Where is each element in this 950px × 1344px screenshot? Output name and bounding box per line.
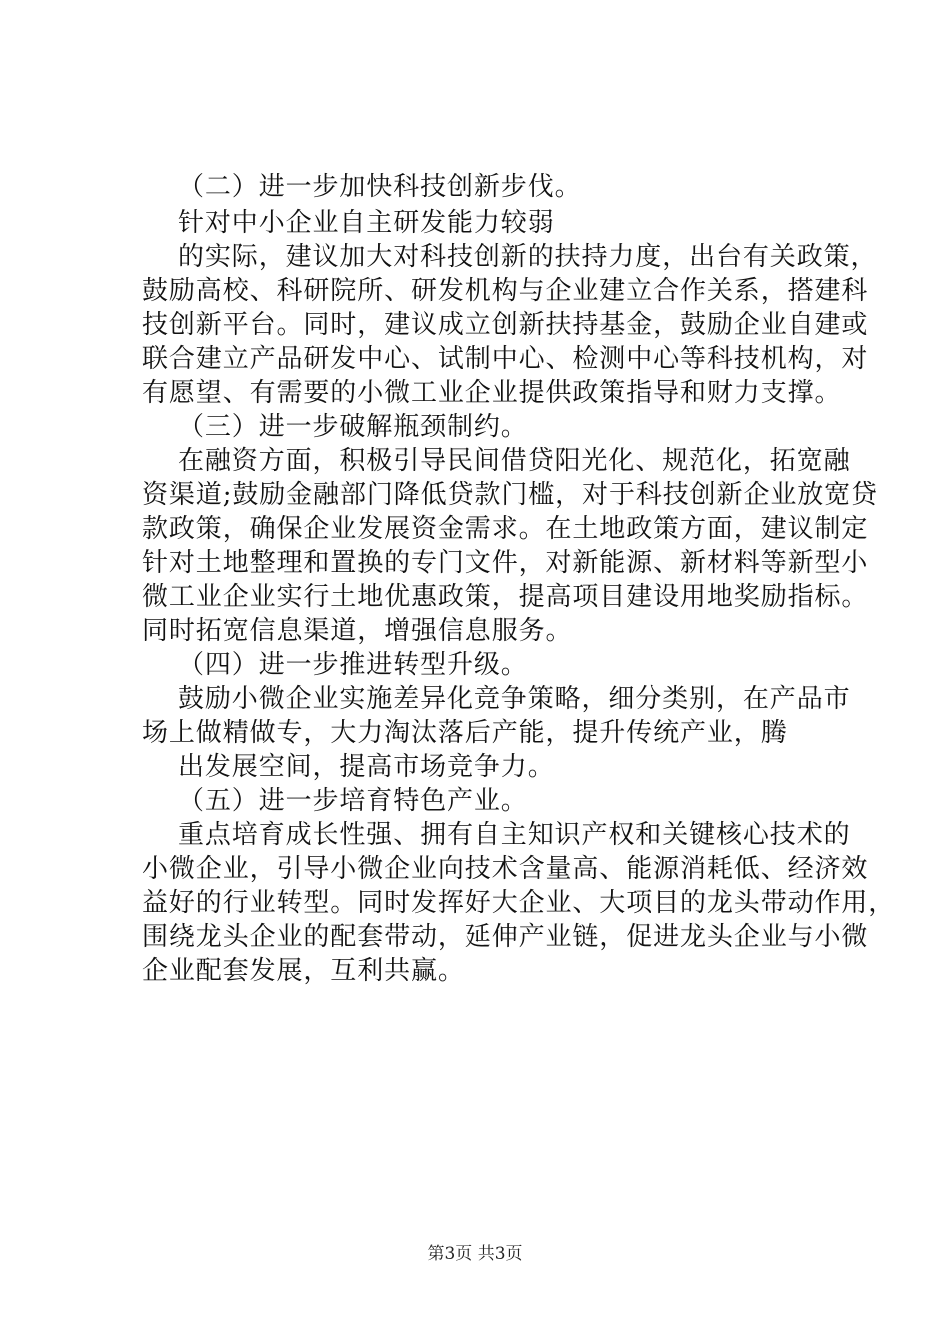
paragraph-line: 微工业企业实行土地优惠政策，提高项目建设用地奖励指标。	[142, 582, 869, 612]
section-heading-2: （二）进一步加快科技创新步伐。	[178, 172, 582, 202]
paragraph-line: 益好的行业转型。同时发挥好大企业、大项目的龙头带动作用，	[142, 888, 896, 918]
paragraph-line: 联合建立产品研发中心、试制中心、检测中心等科技机构，对	[142, 344, 869, 374]
paragraph-line: 的实际，建议加大对科技创新的扶持力度，出台有关政策，	[178, 242, 878, 272]
paragraph-line: 有愿望、有需要的小微工业企业提供政策指导和财力支撑。	[142, 378, 842, 408]
paragraph-line: 重点培育成长性强、拥有自主知识产权和关键核心技术的	[178, 820, 851, 850]
section-heading-4: （四）进一步推进转型升级。	[178, 650, 528, 680]
paragraph-line: 鼓励小微企业实施差异化竞争策略，细分类别，在产品市	[178, 684, 851, 714]
paragraph-line: 针对土地整理和置换的专门文件，对新能源、新材料等新型小	[142, 548, 869, 578]
paragraph-line: 企业配套发展，互利共赢。	[142, 956, 465, 986]
paragraph-line: 资渠道;鼓励金融部门降低贷款门槛，对于科技创新企业放宽贷	[142, 480, 878, 510]
paragraph-line: 出发展空间，提高市场竞争力。	[178, 752, 555, 782]
section-heading-5: （五）进一步培育特色产业。	[178, 786, 528, 816]
paragraph-line: 在融资方面，积极引导民间借贷阳光化、规范化，拓宽融	[178, 446, 851, 476]
paragraph-line: 鼓励高校、科研院所、研发机构与企业建立合作关系，搭建科	[142, 276, 869, 306]
paragraph-line: 技创新平台。同时，建议成立创新扶持基金，鼓励企业自建或	[142, 310, 869, 340]
paragraph-line: 场上做精做专，大力淘汰落后产能，提升传统产业，腾	[142, 718, 788, 748]
paragraph-line: 小微企业，引导小微企业向技术含量高、能源消耗低、经济效	[142, 854, 869, 884]
paragraph-line: 同时拓宽信息渠道，增强信息服务。	[142, 616, 573, 646]
section-heading-3: （三）进一步破解瓶颈制约。	[178, 412, 528, 442]
paragraph-line: 针对中小企业自主研发能力较弱	[178, 208, 555, 238]
paragraph-line: 款政策，确保企业发展资金需求。在土地政策方面，建议制定	[142, 514, 869, 544]
paragraph-line: 围绕龙头企业的配套带动，延伸产业链，促进龙头企业与小微	[142, 922, 869, 952]
page-footer: 第3页 共3页	[427, 1244, 523, 1264]
